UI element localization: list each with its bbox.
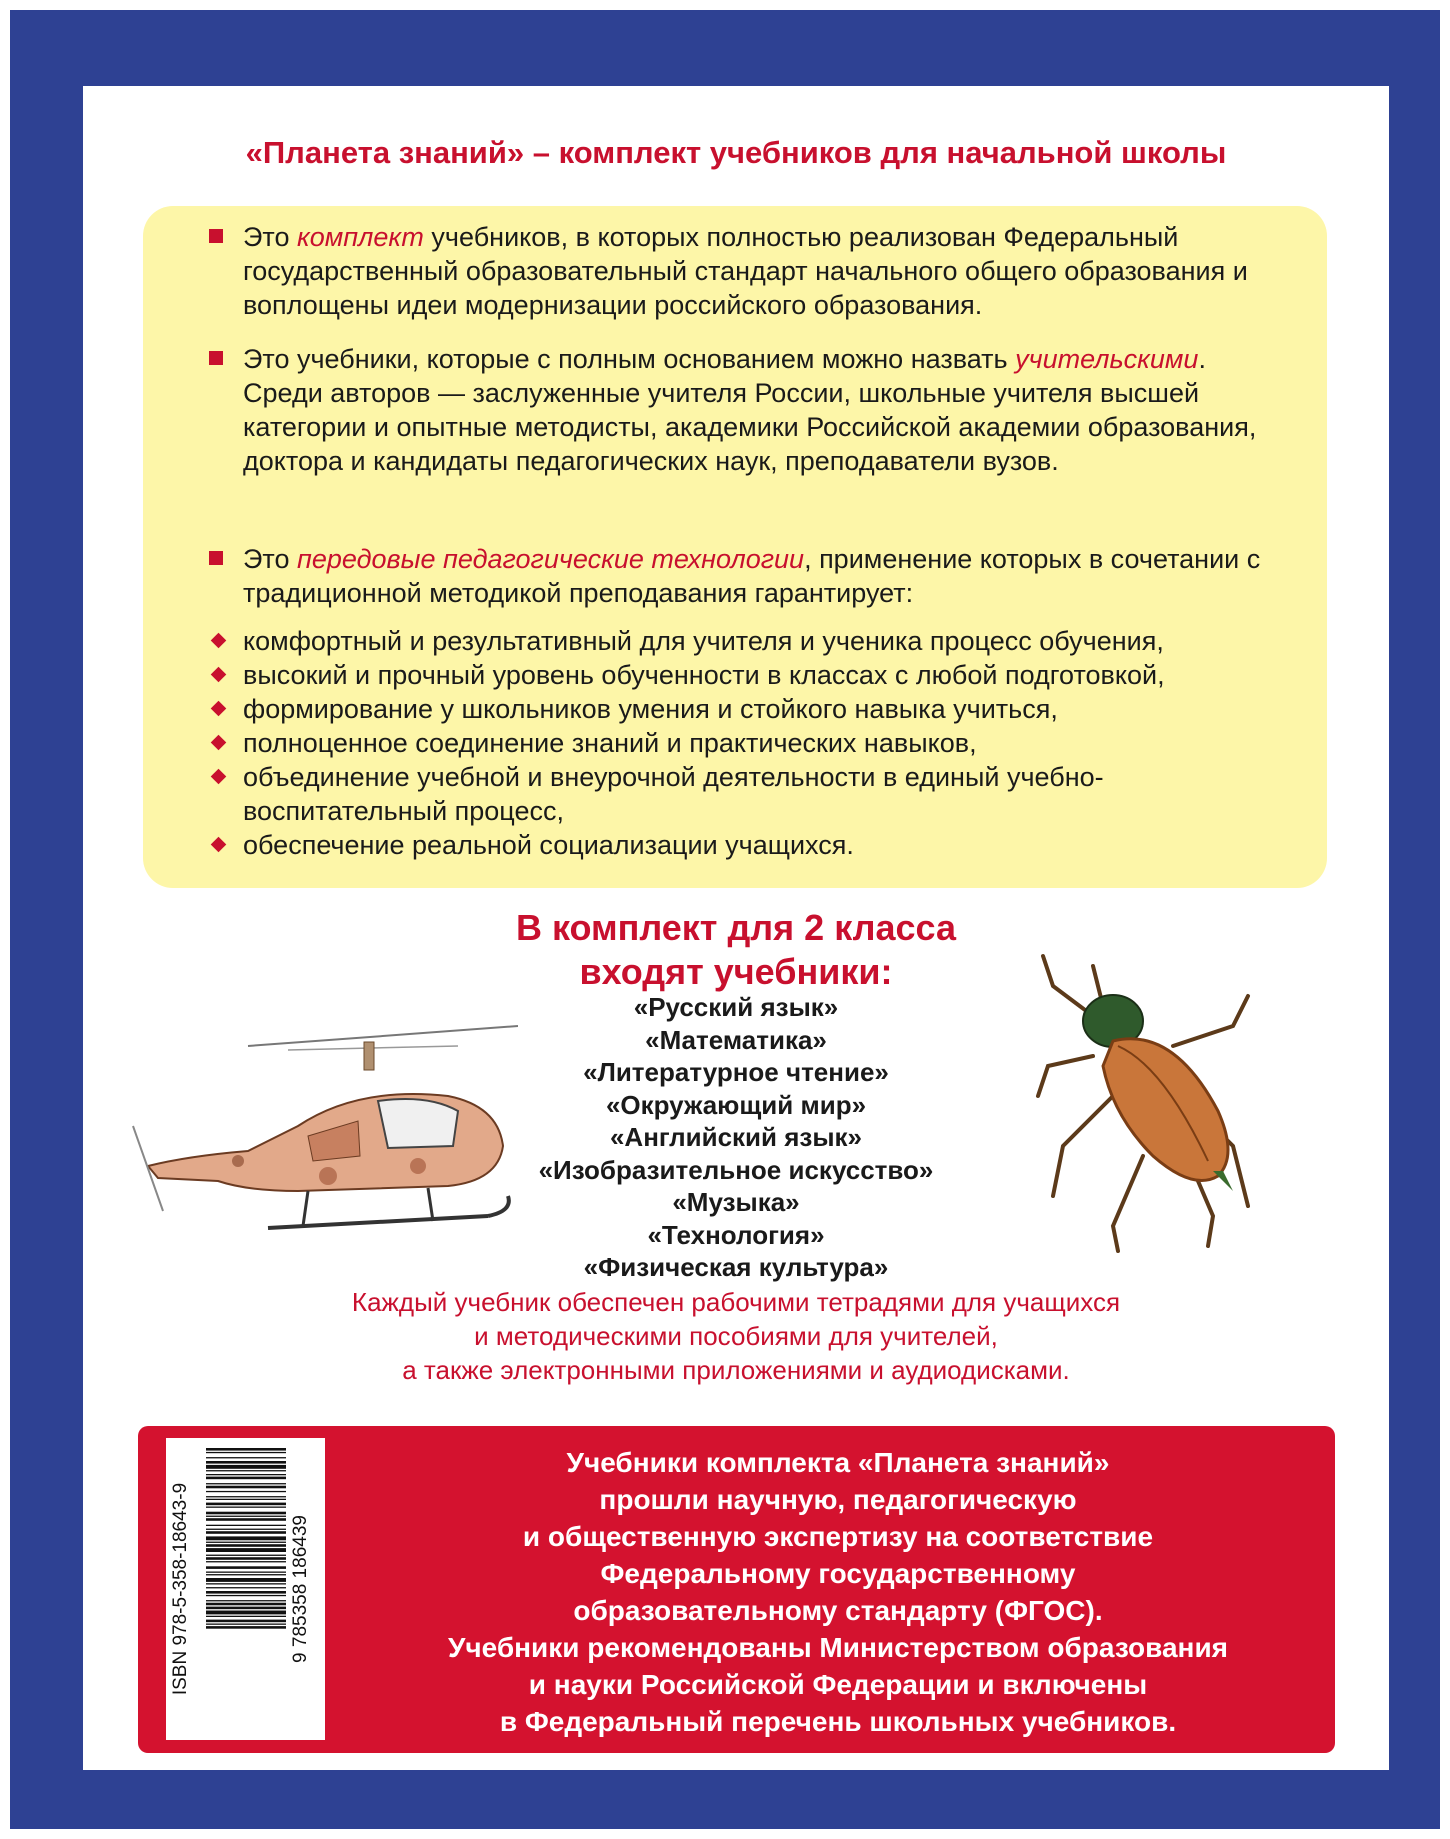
barcode-bar [206,1566,286,1569]
list-item: высокий и прочный уровень обученности в классах с любой подготовкой, [243,658,1283,692]
red-diamond-bullet-icon [211,769,227,785]
paragraph-kit: Это комплект учебников, в которых полностью реализован Федеральный государственный образовательный стандарт начального общего образования и воплощены идеи модернизации российского образования. [243,220,1273,322]
subject-item: «Окружающий мир» [605,1089,867,1120]
barcode-bar [206,1448,286,1451]
emphasis-teachers: учительскими [1015,344,1199,374]
red-diamond-bullet-icon [211,701,227,717]
barcode-bar [206,1626,286,1629]
list-item: объединение учебной и внеурочной деятельности в единый учебно-воспитательный процесс, [243,760,1283,828]
barcode-bar [206,1512,286,1515]
red-diamond-bullet-icon [211,837,227,853]
red-diamond-bullet-icon [211,633,227,649]
barcode-bar [206,1616,286,1617]
emphasis-technologies: передовые педагогические технологии [297,544,805,574]
paragraph-authors: Это учебники, которые с полным основанием можно назвать учительскими. Среди авторов — заслуженные учителя России, школьные учителя высшей категории и опытные методисты, академики Российской академии образования, доктора и кандидаты педагогических наук, преподаватели вузов. [243,342,1273,478]
barcode-bar [206,1499,286,1500]
barcode-bar [206,1516,286,1517]
page-title: «Планета знаний» – комплект учебников для начальной школы [245,135,1227,170]
features-panel [143,206,1327,888]
barcode-bar [206,1531,286,1534]
barcode-digits: 9 785358 186439 [290,1515,311,1663]
barcode-bar [206,1591,286,1594]
barcode-bar [206,1474,286,1475]
barcode-bar [206,1611,286,1615]
barcode-bar [206,1470,286,1471]
barcode-bar [206,1503,286,1506]
expertise-panel [138,1426,1335,1753]
red-diamond-bullet-icon [211,667,227,683]
barcode-bar [206,1491,286,1492]
cover-page [83,86,1389,1770]
barcode-bar [206,1465,286,1469]
subject-item: «Литературное чтение» [583,1057,889,1087]
red-square-bullet-icon [209,229,223,243]
barcode-bars [206,1448,286,1629]
subject-item: «Технология» [647,1219,825,1250]
subject-item: «Английский язык» [609,1122,863,1152]
barcode-bar [206,1542,286,1543]
barcode-bar [206,1603,286,1606]
subject-item: «Музыка» [672,1187,800,1217]
barcode-bar [206,1536,286,1540]
barcode-bar [206,1507,286,1508]
red-diamond-bullet-icon [211,735,227,751]
barcode-block [166,1438,325,1740]
barcode [166,1438,325,1740]
barcode-bar [206,1607,286,1610]
barcode-bar [206,1548,286,1552]
barcode-bar [206,1544,286,1547]
subject-item: «Математика» [645,1024,827,1055]
list-item: формирование у школьников умения и стойкого навыка учиться, [243,692,1283,726]
barcode-bar [206,1587,286,1588]
barcode-bar [206,1486,286,1489]
list-item: комфортный и результативный для учителя и ученика процесс обучения, [243,624,1283,658]
subject-item: «Изобразительное искусство» [538,1154,934,1185]
barcode-bar [206,1496,286,1497]
subject-item: «Русский язык» [633,992,839,1022]
paragraph-technologies: Это передовые педагогические технологии, применение которых в сочетании с традиционной методикой преподавания гарантирует: [243,542,1273,610]
list-item: полноценное соединение знаний и практических навыков, [243,726,1283,760]
barcode-bar [206,1518,286,1521]
barcode-bar [206,1624,286,1625]
barcode-bar [206,1529,286,1530]
materials-note: Каждый учебник обеспечен рабочими тетрадями для учащихся и методическими пособиями для учителей, а также электронными приложениями и аудиодисками. [351,1287,1121,1385]
barcode-bar [206,1452,286,1453]
emphasis-kit: комплект [297,222,424,252]
barcode-bar [206,1572,286,1573]
barcode-bar [206,1600,286,1601]
barcode-bar [206,1461,286,1464]
beetle-illustration [1033,946,1263,1256]
kit-heading: В комплект для 2 класса входят учебники: [515,907,957,992]
barcode-bar [206,1555,286,1556]
list-item: обеспечение реальной социализации учащихся. [243,828,1283,862]
red-square-bullet-icon [209,551,223,565]
barcode-bar [206,1561,286,1562]
barcode-bar [206,1595,286,1596]
barcode-bar [206,1574,286,1575]
barcode-bar [206,1620,286,1623]
barcode-bar [206,1483,286,1484]
barcode-bar [206,1525,286,1526]
helicopter-illustration [128,1016,518,1246]
barcode-bar [206,1557,286,1560]
barcode-bar [206,1457,286,1458]
red-square-bullet-icon [209,351,223,365]
barcode-bar [206,1578,286,1582]
barcode-bar [206,1477,286,1480]
expertise-text: Учебники комплекта «Планета знаний» прошли научную, педагогическую и общественную экспертизу на соответствие Федеральному государственному образовательному стандарту (ФГОС). Учебники рекомендованы Министерством образования и науки Российской Федерации и включены в Федеральный перечень школьных учебников. [447,1447,1229,1737]
isbn-text: ISBN 978-5-358-18643-9 [170,1482,191,1696]
blue-frame [10,10,1440,1829]
subject-item: «Физическая культура» [583,1252,889,1282]
barcode-bar [206,1583,286,1584]
